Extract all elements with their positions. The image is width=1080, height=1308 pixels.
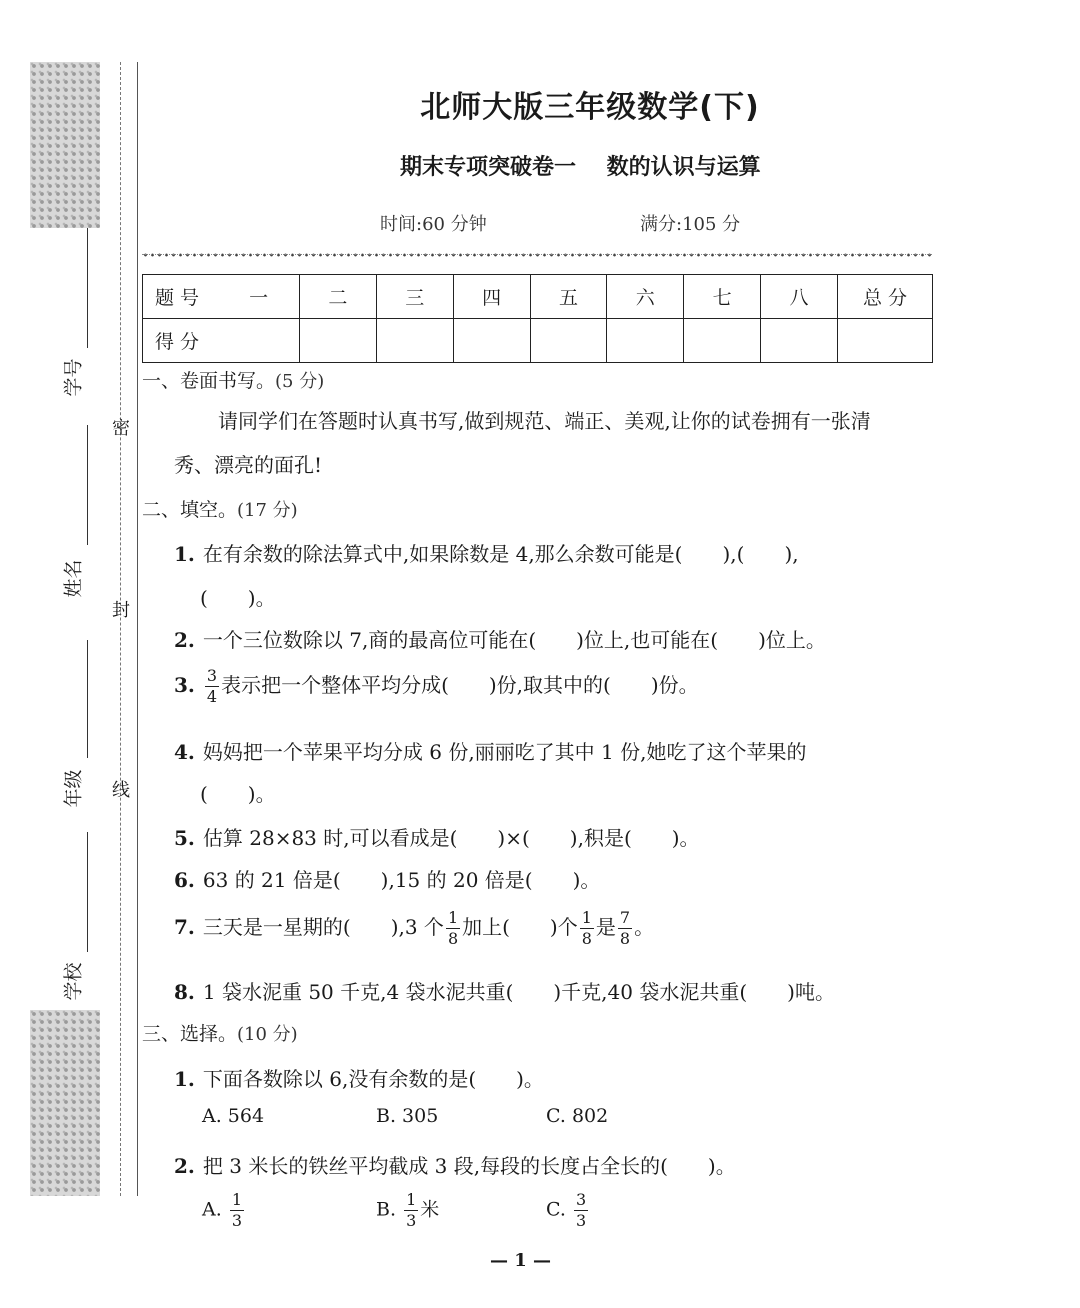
student-id-line: [87, 228, 88, 348]
fill-q8: 8. 1 袋水泥重 50 千克,4 袋水泥共重( )千克,40 袋水泥共重( )吨。: [174, 980, 835, 1004]
fill-q6: 6. 63 的 21 倍是( ),15 的 20 倍是( )。: [174, 868, 601, 892]
score-input-cell[interactable]: [300, 319, 377, 363]
page-subtitle: 期末专项突破卷一 数的认识与运算: [400, 155, 761, 180]
choice-q2-option-b[interactable]: B. $\frac{1}{3}$ 米: [376, 1190, 440, 1230]
fraction: $\frac{3}{4}$: [206, 666, 218, 706]
fraction: $\frac{1}{3}$: [231, 1190, 242, 1230]
fill-q4: 4. 妈妈把一个苹果平均分成 6 份,丽丽吃了其中 1 份,她吃了这个苹果的: [174, 740, 807, 764]
binding-solid-line: [137, 62, 138, 1196]
score-col-6: 六: [607, 275, 684, 319]
page-title: 北师大版三年级数学(下): [420, 90, 760, 125]
fraction: $\frac{7}{8}$: [619, 908, 631, 948]
score-col-8: 八: [761, 275, 838, 319]
fraction: $\frac{1}{8}$: [447, 908, 459, 948]
fill-q2: 2. 一个三位数除以 7,商的最高位可能在( )位上,也可能在( )位上。: [174, 628, 826, 652]
score-input-cell[interactable]: [838, 319, 933, 363]
exam-time: 时间:60 分钟: [380, 214, 487, 235]
score-input-cell[interactable]: [530, 319, 607, 363]
dotted-divider: [142, 252, 932, 258]
fraction: $\frac{1}{8}$: [581, 908, 592, 948]
score-cell-header: [143, 275, 300, 319]
choice-q2: 2. 把 3 米长的铁丝平均截成 3 段,每段的长度占全长的( )。: [174, 1154, 736, 1178]
fill-q7: 7. 三天是一星期的( ),3 个 $\frac{1}{8}$ 加上( )个 $\frac{1}{8}$ 是 $\frac{7}{8}$ 。: [174, 908, 655, 948]
school-label: 学校: [62, 962, 85, 1001]
school-line: [87, 832, 88, 952]
choice-q1-option-c[interactable]: C. 802: [546, 1105, 609, 1127]
section3-heading: 三、选择。(10 分): [142, 1023, 298, 1045]
score-input-cell[interactable]: [607, 319, 684, 363]
fraction: $\frac{1}{3}$: [406, 1190, 417, 1230]
score-col-5: 五: [530, 275, 607, 319]
decorative-pattern-top: [30, 62, 100, 228]
score-col-4: 四: [453, 275, 530, 319]
score-col-2: 二: [300, 275, 377, 319]
fill-q5: 5. 估算 28×83 时,可以看成是( )×( ),积是( )。: [174, 826, 700, 850]
seal-char-mi: 密: [112, 418, 130, 439]
choice-q2-option-c[interactable]: C. $\frac{3}{3}$: [546, 1190, 587, 1230]
grade-line: [87, 640, 88, 758]
page-number: — 1 —: [490, 1250, 552, 1271]
choice-q2-option-a[interactable]: A. $\frac{1}{3}$: [202, 1190, 242, 1230]
name-label: 姓名: [62, 559, 85, 598]
seal-char-xian: 线: [112, 780, 130, 801]
score-input-cell[interactable]: [684, 319, 761, 363]
fill-q3: 3. $\frac{3}{4}$ 表示把一个整体平均分成( )份,取其中的( )份。: [174, 666, 699, 706]
section1-line1: 请同学们在答题时认真书写,做到规范、端正、美观,让你的试卷拥有一张清: [218, 409, 871, 433]
section1-heading: 一、卷面书写。(5 分): [142, 370, 325, 392]
fill-q1: 1. 在有余数的除法算式中,如果除数是 4,那么余数可能是( ),( ),: [174, 542, 799, 566]
score-row-label: 得 分: [143, 319, 300, 363]
score-col-total: 总 分: [838, 275, 933, 319]
choice-q1-option-b[interactable]: B. 305: [376, 1105, 439, 1127]
fill-q1-cont: ( )。: [200, 586, 276, 610]
score-table-score-row: [143, 319, 933, 363]
score-table-header-row: [143, 275, 933, 319]
name-line: [87, 425, 88, 545]
decorative-pattern-bottom: [30, 1010, 100, 1196]
score-label-one: 一: [249, 287, 269, 309]
score-table: [142, 274, 933, 363]
grade-label: 年级: [62, 769, 85, 808]
score-input-cell[interactable]: [376, 319, 453, 363]
seal-char-feng: 封: [112, 600, 130, 621]
score-label-question: 题 号: [155, 287, 200, 309]
fill-q4-cont: ( )。: [200, 782, 276, 806]
section2-heading: 二、填空。(17 分): [142, 499, 298, 521]
choice-q1: 1. 下面各数除以 6,没有余数的是( )。: [174, 1067, 544, 1091]
fraction: $\frac{3}{3}$: [575, 1190, 587, 1230]
student-id-label: 学号: [62, 358, 85, 397]
binding-dashed-line: [120, 62, 121, 1196]
score-col-3: 三: [376, 275, 453, 319]
section1-line2: 秀、漂亮的面孔!: [174, 453, 323, 477]
score-col-7: 七: [684, 275, 761, 319]
exam-full-score: 满分:105 分: [640, 214, 741, 235]
score-input-cell[interactable]: [761, 319, 838, 363]
score-input-cell[interactable]: [453, 319, 530, 363]
choice-q1-option-a[interactable]: A. 564: [202, 1105, 265, 1127]
